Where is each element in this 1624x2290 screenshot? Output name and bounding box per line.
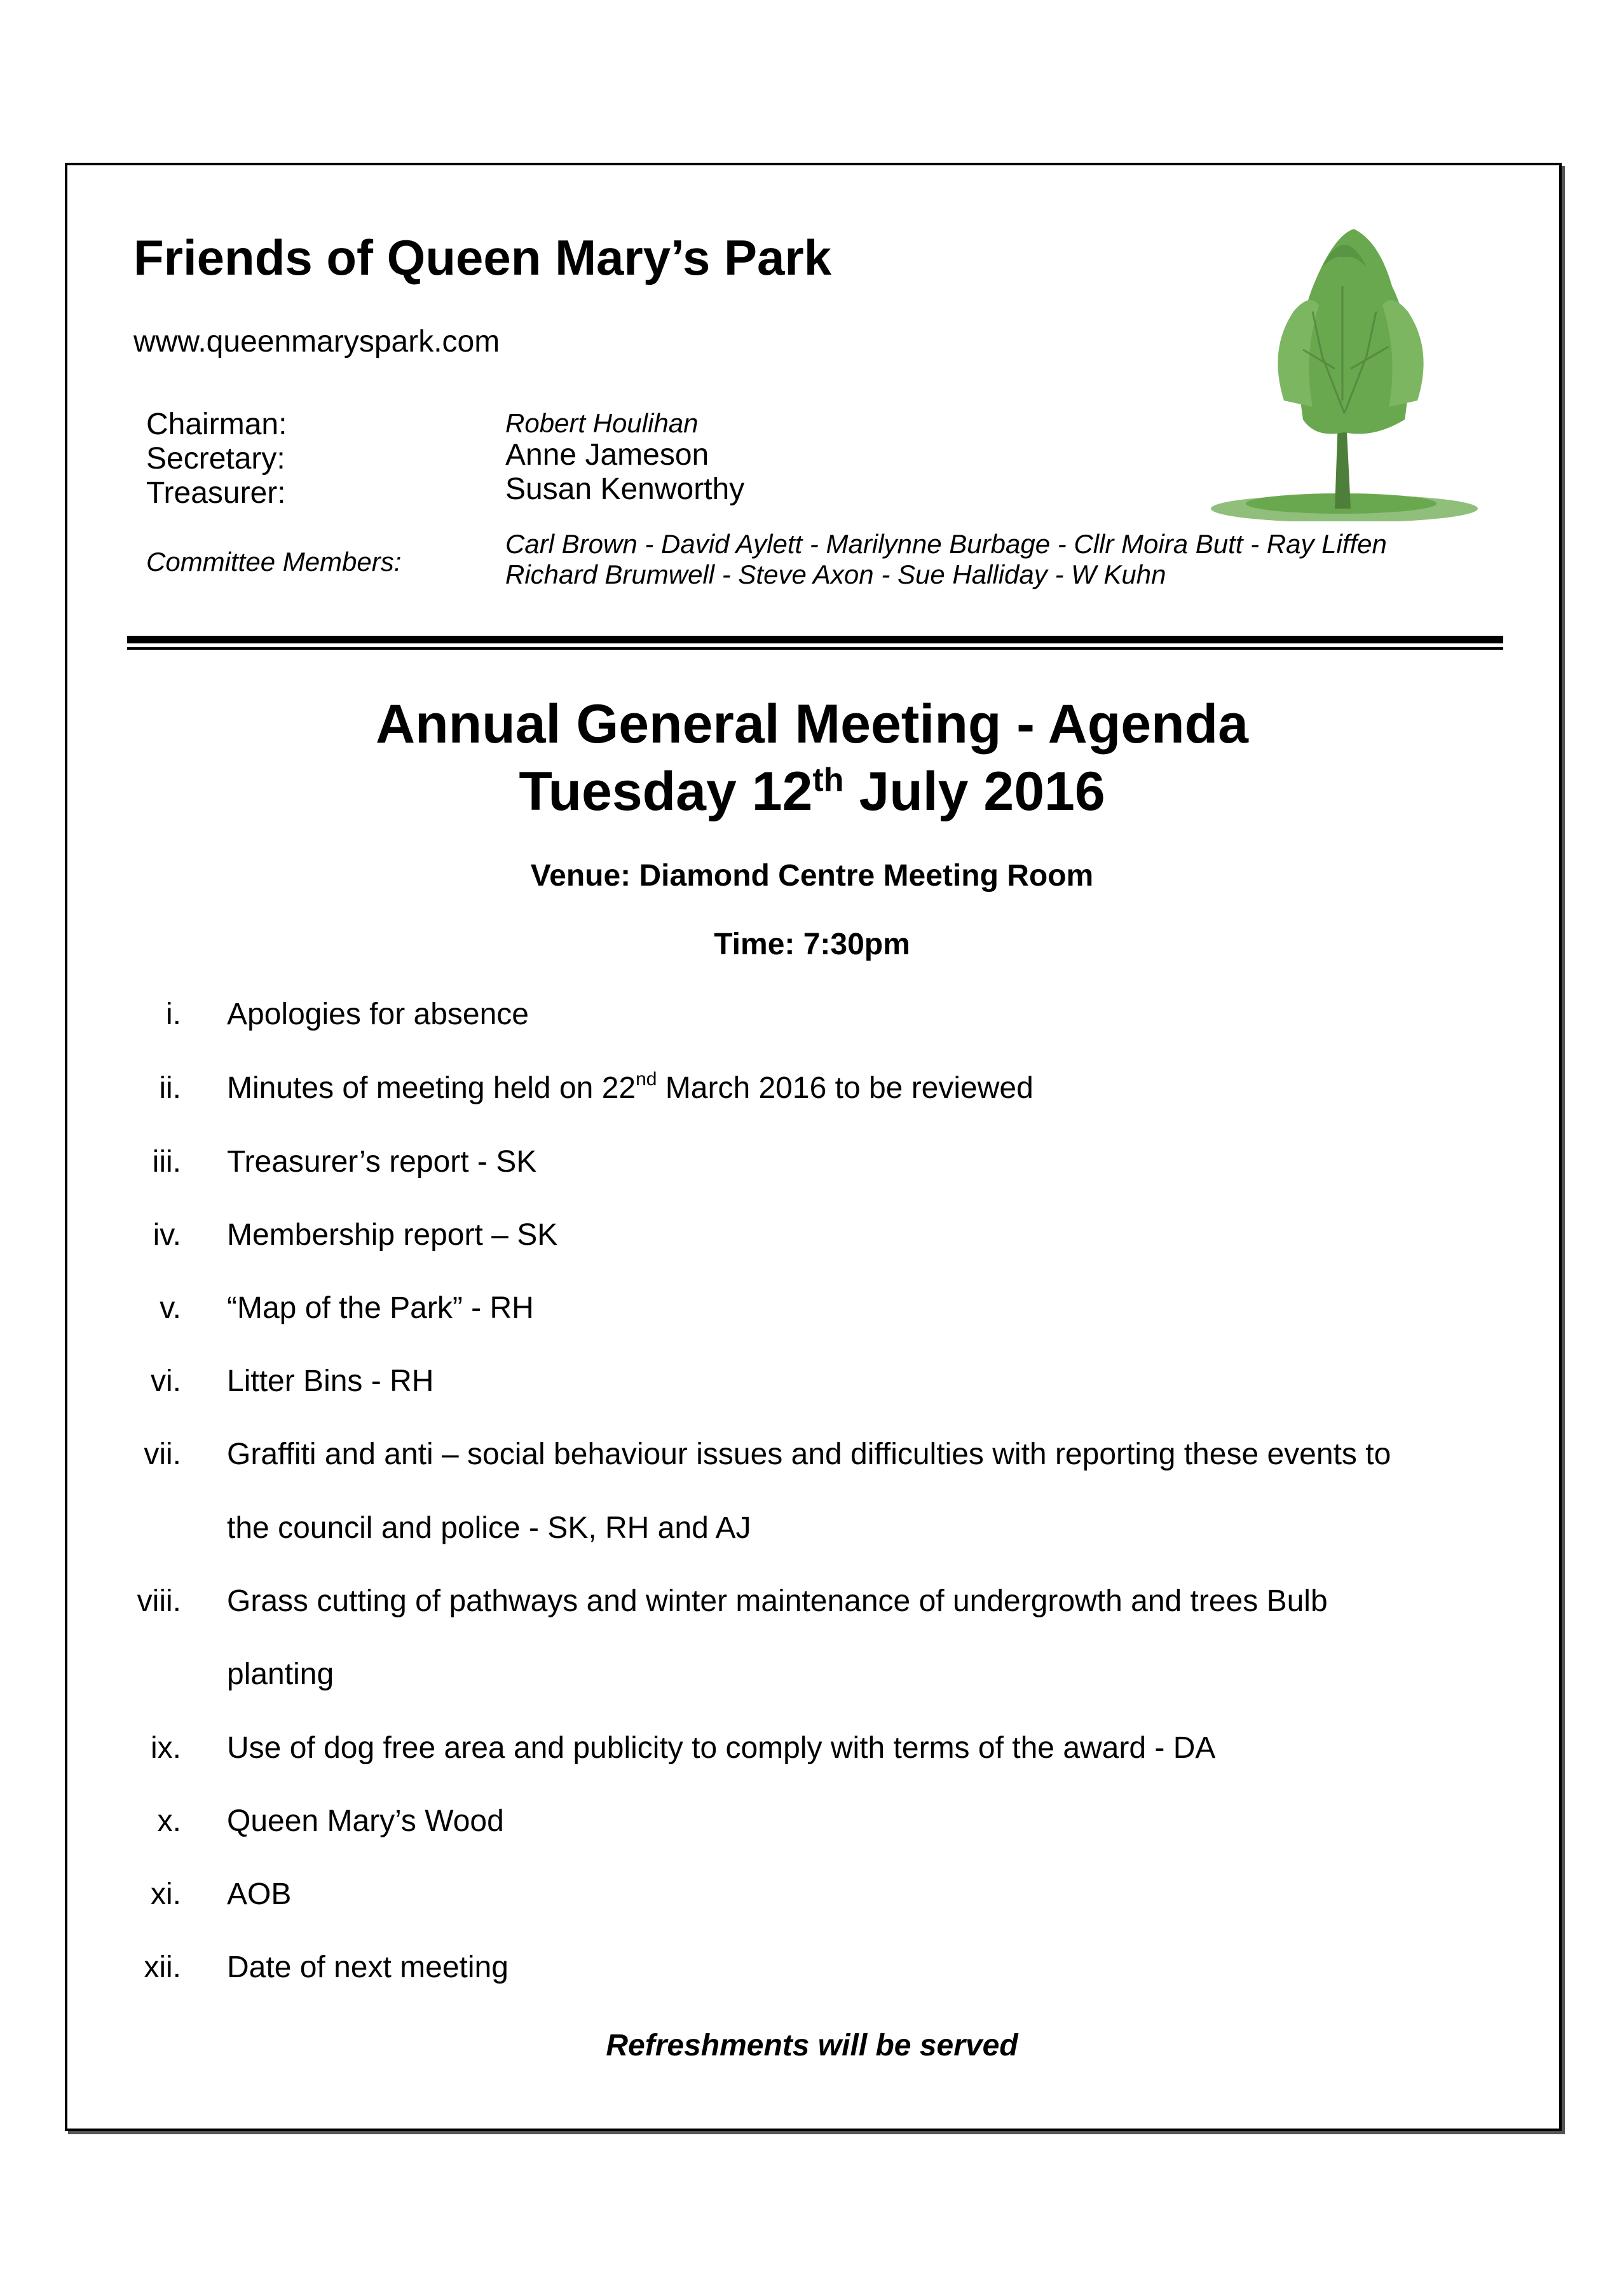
item-text: Membership report – SK xyxy=(227,1218,558,1252)
list-item xyxy=(0,1217,1624,1256)
footer-note: Refreshments will be served xyxy=(606,2029,1018,2062)
item-text: Use of dog free area and publicity to comply with terms of the award - DA xyxy=(227,1731,1216,1765)
item-text: Treasurer’s report - SK xyxy=(227,1145,537,1179)
item-text: Queen Mary’s Wood xyxy=(227,1804,504,1838)
header-divider xyxy=(127,636,1503,643)
list-item xyxy=(0,1584,1624,1622)
item-number: ix. xyxy=(151,1731,181,1765)
header-divider-thin xyxy=(127,647,1503,650)
item-number: v. xyxy=(160,1291,181,1325)
item-number: iv. xyxy=(153,1218,181,1252)
committee-label: Committee Members: xyxy=(146,547,402,577)
item-text-continuation: the council and police - SK, RH and AJ xyxy=(227,1511,751,1545)
list-item-continuation xyxy=(0,1657,1624,1695)
org-name: Friends of Queen Mary’s Park xyxy=(133,230,832,285)
item-text: Grass cutting of pathways and winter maintenance of undergrowth and trees Bulb xyxy=(227,1584,1328,1618)
item-number: ii. xyxy=(159,1071,181,1105)
item-number: xii. xyxy=(144,1951,181,1984)
committee-line: Richard Brumwell - Steve Axon - Sue Halliday - W Kuhn xyxy=(505,559,1166,589)
item-number: x. xyxy=(157,1804,181,1838)
list-item xyxy=(0,1437,1624,1475)
officer-name: Robert Houlihan xyxy=(505,408,699,438)
list-item xyxy=(0,1291,1624,1329)
list-item xyxy=(0,997,1624,1035)
list-item xyxy=(0,1950,1624,1988)
tree-icon xyxy=(1208,210,1481,521)
list-item xyxy=(0,1071,1624,1109)
meeting-venue: Venue: Diamond Centre Meeting Room xyxy=(530,859,1094,893)
item-text-continuation: planting xyxy=(227,1657,334,1691)
meeting-date: Tuesday 12th July 2016 xyxy=(519,761,1105,822)
committee-line: Carl Brown - David Aylett - Marilynne Burbage - Cllr Moira Butt - Ray Liffen xyxy=(505,529,1387,559)
item-text: Litter Bins - RH xyxy=(227,1364,434,1398)
list-item-continuation xyxy=(0,1511,1624,1549)
list-item xyxy=(0,1144,1624,1183)
officer-name: Anne Jameson xyxy=(505,438,709,472)
list-item xyxy=(0,1804,1624,1842)
officer-name: Susan Kenworthy xyxy=(505,472,745,506)
item-number: xi. xyxy=(151,1877,181,1911)
item-number: iii. xyxy=(152,1145,181,1179)
officer-role: Chairman: xyxy=(146,408,287,441)
item-text: “Map of the Park” - RH xyxy=(227,1291,534,1325)
item-number: viii. xyxy=(137,1584,181,1618)
officer-role: Treasurer: xyxy=(146,476,286,510)
item-number: vii. xyxy=(144,1437,181,1471)
item-text: Date of next meeting xyxy=(227,1951,508,1984)
list-item xyxy=(0,1364,1624,1402)
item-text: Graffiti and anti – social behaviour issues and difficulties with reporting these events to xyxy=(227,1437,1391,1471)
org-website: www.queenmaryspark.com xyxy=(133,325,500,359)
item-number: vi. xyxy=(151,1364,181,1398)
meeting-time: Time: 7:30pm xyxy=(714,928,910,961)
item-number: i. xyxy=(166,998,181,1031)
page-title: Annual General Meeting - Agenda xyxy=(376,694,1248,755)
item-text: Apologies for absence xyxy=(227,998,529,1031)
officer-role: Secretary: xyxy=(146,442,285,476)
list-item xyxy=(0,1731,1624,1769)
item-text: AOB xyxy=(227,1877,292,1911)
item-text: Minutes of meeting held on 22nd March 2016 to be reviewed xyxy=(227,1069,1034,1105)
list-item xyxy=(0,1877,1624,1915)
